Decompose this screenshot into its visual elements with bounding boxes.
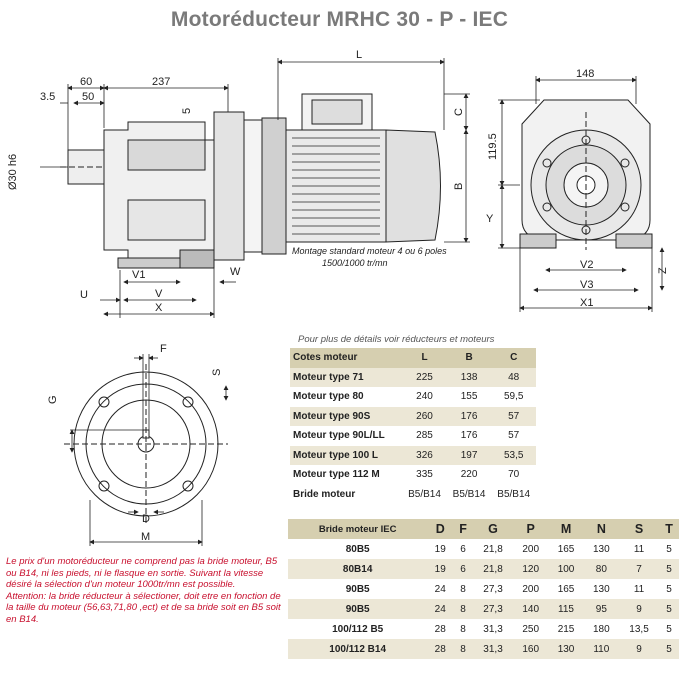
header-cell: P <box>513 519 548 539</box>
end-view-drawing <box>520 100 652 250</box>
warning-paragraph-price: Le prix d'un motoréducteur ne comprend pas la bride moteur, B5 ou B14, ni les pieds, ni le flasque en sortie. Suivant la vitesse désiré la sélection d'un moteur 1000tr/mn est possible. <box>6 556 278 590</box>
header-cell: S <box>619 519 659 539</box>
dim-V2: V2 <box>580 259 594 271</box>
side-view-caption-line1: Montage standard moteur 4 ou 6 poles <box>292 246 447 256</box>
header-cell: N <box>584 519 619 539</box>
dim-Z: Z <box>657 267 669 274</box>
dim-W: W <box>230 266 241 278</box>
header-cell: Cotes moteur <box>290 348 402 368</box>
details-note: Pour plus de détails voir réducteurs et moteurs <box>298 334 495 345</box>
dim-V3: V3 <box>580 279 594 291</box>
header-cell: B <box>447 348 492 368</box>
table-row: Moteur type 112 M 335 220 70 <box>293 469 520 481</box>
dim-3-5: 3.5 <box>40 91 56 103</box>
table-row: 80B5 19 6 21,8 200 165 130 11 5 <box>345 543 672 555</box>
table-row: Moteur type 90L/LL 285 176 57 <box>293 430 520 442</box>
table-row: 90B5 24 8 27,3 140 115 95 9 5 <box>288 599 679 619</box>
dim-237: 237 <box>152 76 171 88</box>
dim-shaft-diameter: Ø30 h6 <box>7 153 19 190</box>
side-view-caption-line2: 1500/1000 tr/mn <box>322 258 388 268</box>
dim-60: 60 <box>80 76 93 88</box>
dim-148: 148 <box>576 68 595 80</box>
table-row: Moteur type 100 L 326 197 53,5 <box>290 446 536 466</box>
dim-S: S <box>211 368 223 376</box>
dim-F: F <box>160 343 167 355</box>
side-view-drawing <box>60 94 441 268</box>
header-cell: F <box>453 519 473 539</box>
dim-V: V <box>155 288 163 300</box>
dim-C: C <box>453 108 465 116</box>
table-row: Moteur type 80 240 155 59,5 <box>293 391 524 403</box>
dim-5: 5 <box>181 107 193 114</box>
warning-note <box>6 556 281 625</box>
table-row: Moteur type 71 225 138 48 <box>290 368 536 388</box>
header-cell: C <box>491 348 536 368</box>
dim-119-5: 119.5 <box>487 133 499 160</box>
flange-dimensions-table <box>288 519 679 659</box>
header-cell: M <box>548 519 583 539</box>
dim-X1: X1 <box>580 297 594 309</box>
dim-X: X <box>155 302 163 314</box>
table-row: 90B5 24 8 27,3 200 165 130 11 5 <box>345 583 672 595</box>
dim-G: G <box>47 395 59 404</box>
header-cell: G <box>473 519 513 539</box>
motor-dimensions-table <box>290 348 536 504</box>
flange-view-drawing <box>64 364 228 524</box>
dim-L: L <box>356 49 363 61</box>
table-row: Moteur type 90S 260 176 57 <box>290 407 536 427</box>
dim-D: D <box>142 513 150 525</box>
table-row: 80B14 19 6 21,8 120 100 80 7 5 <box>288 559 679 579</box>
page-title: Motoréducteur MRHC 30 - P - IEC <box>170 8 509 31</box>
warning-paragraph-flange: Attention: la bride réducteur à sélectioner, doit etre en fonction de la taille du moteur (56,63,71,80 ,ect) et de sa bride soit en B5 soit en B14. <box>6 590 281 625</box>
header-cell: L <box>402 348 447 368</box>
header-cell: T <box>659 519 679 539</box>
table-row: Bride moteur B5/B14 B5/B14 B5/B14 <box>290 485 536 505</box>
dim-50: 50 <box>82 91 95 103</box>
dim-U: U <box>80 289 88 301</box>
header-cell: Bride moteur IEC <box>288 519 427 539</box>
dim-M: M <box>141 531 151 543</box>
table-row: 100/112 B5 28 8 31,3 250 215 180 13,5 5 <box>332 623 672 635</box>
dim-V1: V1 <box>132 269 146 281</box>
header-cell: D <box>427 519 453 539</box>
table-row: 100/112 B14 28 8 31,3 160 130 110 9 5 <box>288 639 679 659</box>
dim-B: B <box>453 182 465 190</box>
dim-Y: Y <box>486 213 494 225</box>
